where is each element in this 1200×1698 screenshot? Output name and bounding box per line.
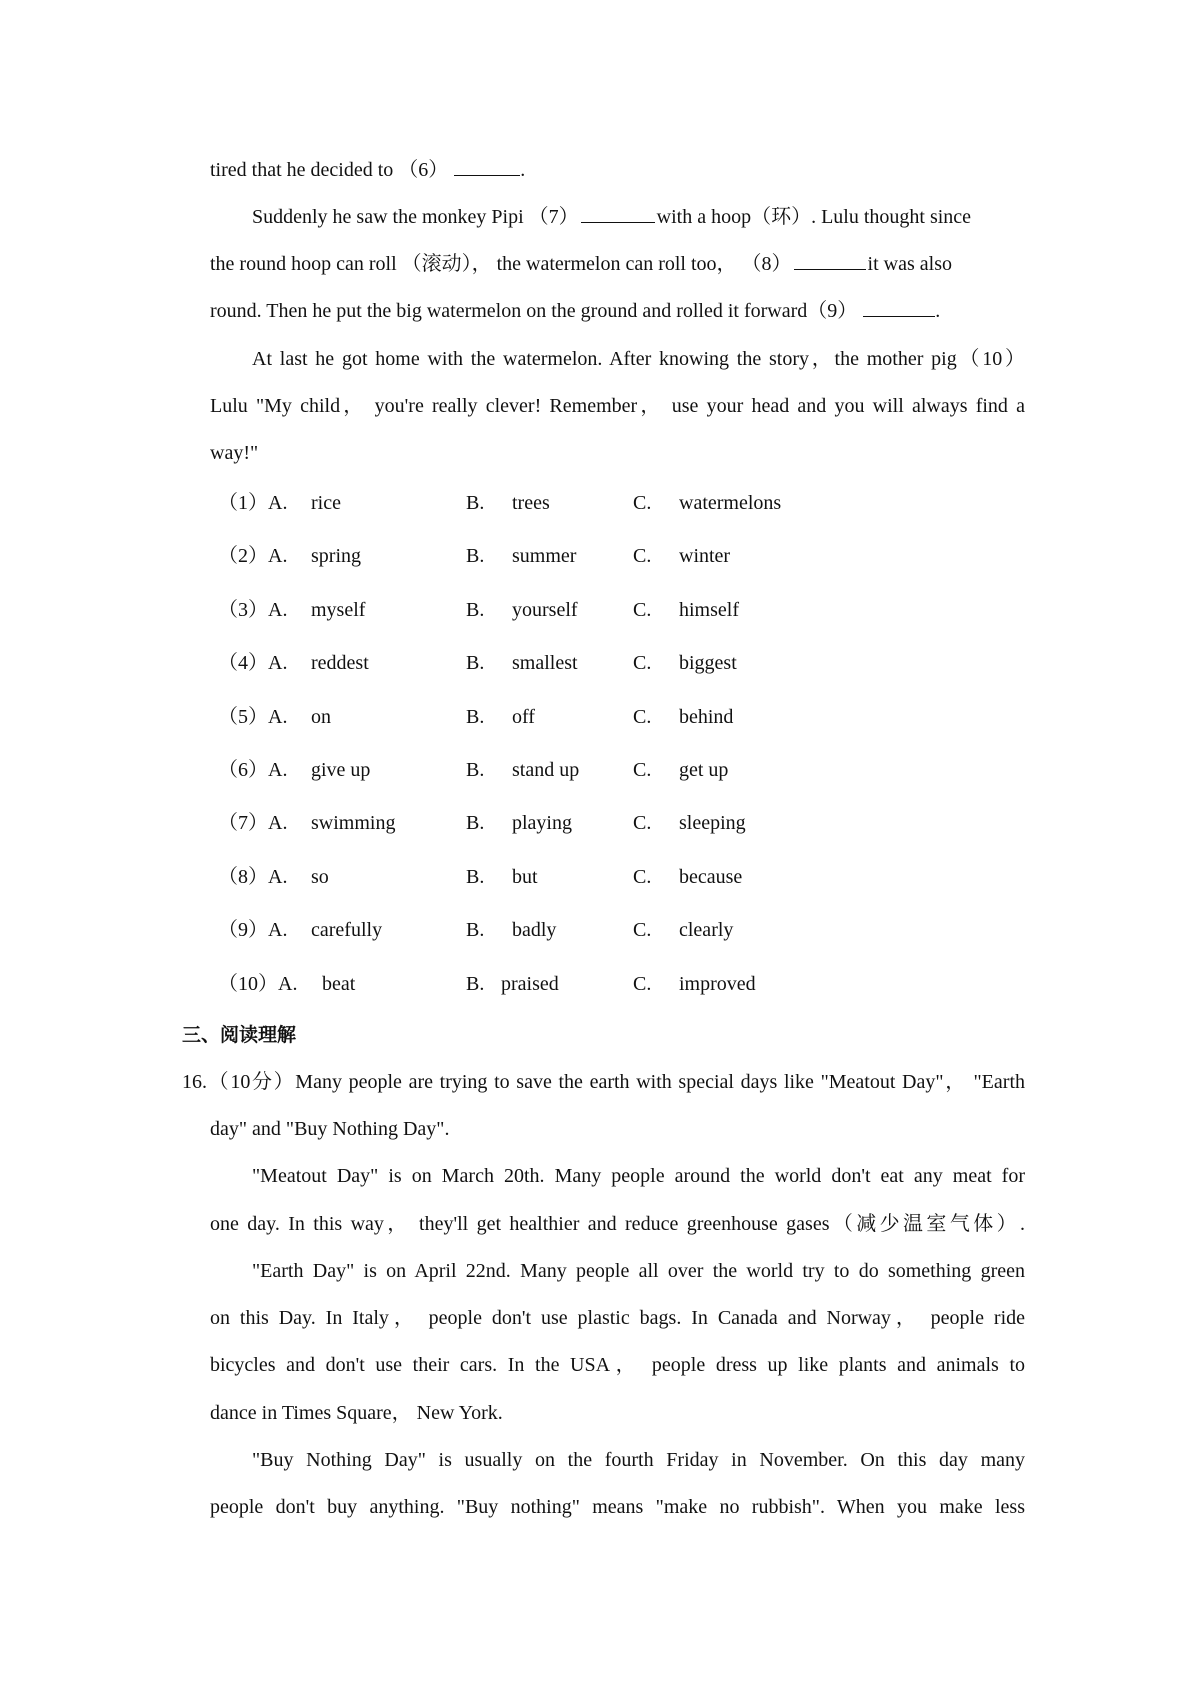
passage-line-1	[210, 157, 1025, 183]
option-row	[218, 543, 918, 569]
paragraph-2-line-2: on this Day. In Italy， people don't use plastic bags. In Canada and Norway， people ride	[210, 1307, 1025, 1329]
option-b-label: B.	[466, 598, 485, 621]
option-row	[218, 704, 918, 730]
option-a-text: swimming	[311, 812, 396, 835]
option-a-text: rice	[311, 492, 341, 514]
option-number: （6）A.	[218, 759, 288, 781]
option-c-label: C.	[633, 972, 652, 995]
option-c-text: watermelons	[679, 492, 782, 514]
answer-blank-6	[454, 157, 520, 176]
paragraph-1-line-2: one day. In this way， they'll get healthier and reduce greenhouse gases（减少温室气体）.	[210, 1213, 1025, 1235]
paragraph-1-line-1: "Meatout Day" is on March 20th. Many people around the world don't eat any meat for	[252, 1165, 1025, 1187]
passage-text: tired that he decided to （6）	[210, 159, 449, 181]
option-c-label: C.	[633, 759, 652, 781]
passage-text: with a hoop（环）. Lulu thought since	[656, 206, 972, 228]
option-row	[218, 597, 918, 623]
option-number: （10）A.	[218, 972, 298, 995]
option-b-label: B.	[466, 705, 485, 728]
passage-text: round. Then he put the big watermelon on the ground and rolled it forward（9）	[210, 300, 858, 322]
option-c-text: himself	[679, 598, 739, 621]
passage-text: the round hoop can roll （滚动）， the watermelon can roll too， （8）	[210, 253, 792, 275]
passage-line-7: way!"	[210, 442, 259, 464]
passage-text: it was also	[867, 253, 952, 275]
option-a-text: reddest	[311, 652, 369, 675]
option-c-text: sleeping	[679, 812, 746, 835]
passage-text: Suddenly he saw the monkey Pipi （7）	[252, 206, 579, 228]
option-b-label: B.	[466, 865, 485, 888]
option-b-label: B.	[466, 545, 485, 568]
option-number: （1）A.	[218, 492, 288, 514]
option-b-text: but	[512, 865, 538, 888]
option-c-label: C.	[633, 598, 652, 621]
option-a-text: myself	[311, 598, 366, 621]
option-b-label: B.	[466, 972, 485, 995]
option-c-label: C.	[633, 545, 652, 568]
section-heading: 三、阅读理解	[182, 1024, 297, 1046]
passage-line-3	[210, 251, 1025, 277]
passage-line-2	[252, 204, 1025, 230]
option-b-label: B.	[466, 492, 485, 514]
option-a-text: give up	[311, 759, 371, 781]
option-b-text: summer	[512, 545, 577, 568]
answer-blank-7	[581, 204, 655, 223]
option-row	[218, 864, 918, 890]
option-c-label: C.	[633, 812, 652, 835]
option-c-text: behind	[679, 705, 734, 728]
option-b-label: B.	[466, 812, 485, 835]
passage-text: .	[520, 159, 526, 181]
passage-line-4	[210, 298, 1025, 324]
option-b-text: yourself	[512, 598, 578, 621]
option-b-text: badly	[512, 919, 557, 942]
option-c-text: biggest	[679, 652, 737, 675]
paragraph-2-line-4: dance in Times Square， New York.	[210, 1402, 503, 1424]
option-row	[218, 757, 918, 783]
passage-text: .	[935, 300, 941, 322]
paragraph-2-line-3: bicycles and don't use their cars. In the USA， people dress up like plants and animals to	[210, 1354, 1025, 1376]
option-c-label: C.	[633, 705, 652, 728]
question-text: Many people are trying to save the earth with special days like "Meatout Day"， "Earth	[295, 1071, 1025, 1093]
option-b-label: B.	[466, 919, 485, 942]
option-number: （3）A.	[218, 598, 288, 621]
option-row	[218, 810, 918, 836]
paragraph-2-line-1: "Earth Day" is on April 22nd. Many people all over the world try to do something green	[252, 1260, 1025, 1282]
option-b-text: trees	[512, 492, 550, 514]
answer-blank-8	[794, 251, 866, 270]
option-number: （5）A.	[218, 705, 288, 728]
passage-line-5: At last he got home with the watermelon. After knowing the story，the mother pig（10）	[252, 348, 1025, 370]
option-a-text: on	[311, 705, 331, 728]
option-c-text: improved	[679, 972, 756, 995]
option-b-text: praised	[501, 972, 559, 995]
paragraph-3-line-1: "Buy Nothing Day" is usually on the fourth Friday in November. On this day many	[252, 1449, 1025, 1471]
option-b-text: smallest	[512, 652, 578, 675]
option-row	[218, 917, 918, 943]
option-number: （9）A.	[218, 919, 288, 942]
option-c-label: C.	[633, 865, 652, 888]
option-number: （7）A.	[218, 812, 288, 835]
option-b-label: B.	[466, 759, 485, 781]
option-a-text: spring	[311, 545, 361, 568]
question-16-line-2: day" and "Buy Nothing Day".	[210, 1118, 450, 1140]
option-b-label: B.	[466, 652, 485, 675]
option-b-text: playing	[512, 812, 572, 835]
question-number: 16.（10分）	[182, 1071, 296, 1093]
option-b-text: stand up	[512, 759, 580, 781]
option-row	[218, 971, 918, 997]
option-c-label: C.	[633, 492, 652, 514]
option-c-text: clearly	[679, 919, 734, 942]
option-number: （2）A.	[218, 545, 288, 568]
option-row	[218, 490, 918, 516]
option-c-label: C.	[633, 652, 652, 675]
paragraph-3-line-2: people don't buy anything. "Buy nothing" means "make no rubbish". When you make less	[210, 1496, 1025, 1518]
option-row	[218, 650, 918, 676]
option-a-text: so	[311, 865, 329, 888]
passage-line-6: Lulu "My child， you're really clever! Remember， use your head and you will always find a	[210, 395, 1025, 417]
option-a-text: carefully	[311, 919, 383, 942]
option-b-text: off	[512, 705, 535, 728]
option-number: （4）A.	[218, 652, 288, 675]
option-number: （8）A.	[218, 865, 288, 888]
option-c-text: winter	[679, 545, 731, 568]
option-c-text: because	[679, 865, 743, 888]
question-16-line-1	[182, 1069, 1025, 1095]
option-c-label: C.	[633, 919, 652, 942]
option-a-text: beat	[322, 972, 356, 995]
option-c-text: get up	[679, 759, 729, 781]
answer-blank-9	[863, 298, 935, 317]
